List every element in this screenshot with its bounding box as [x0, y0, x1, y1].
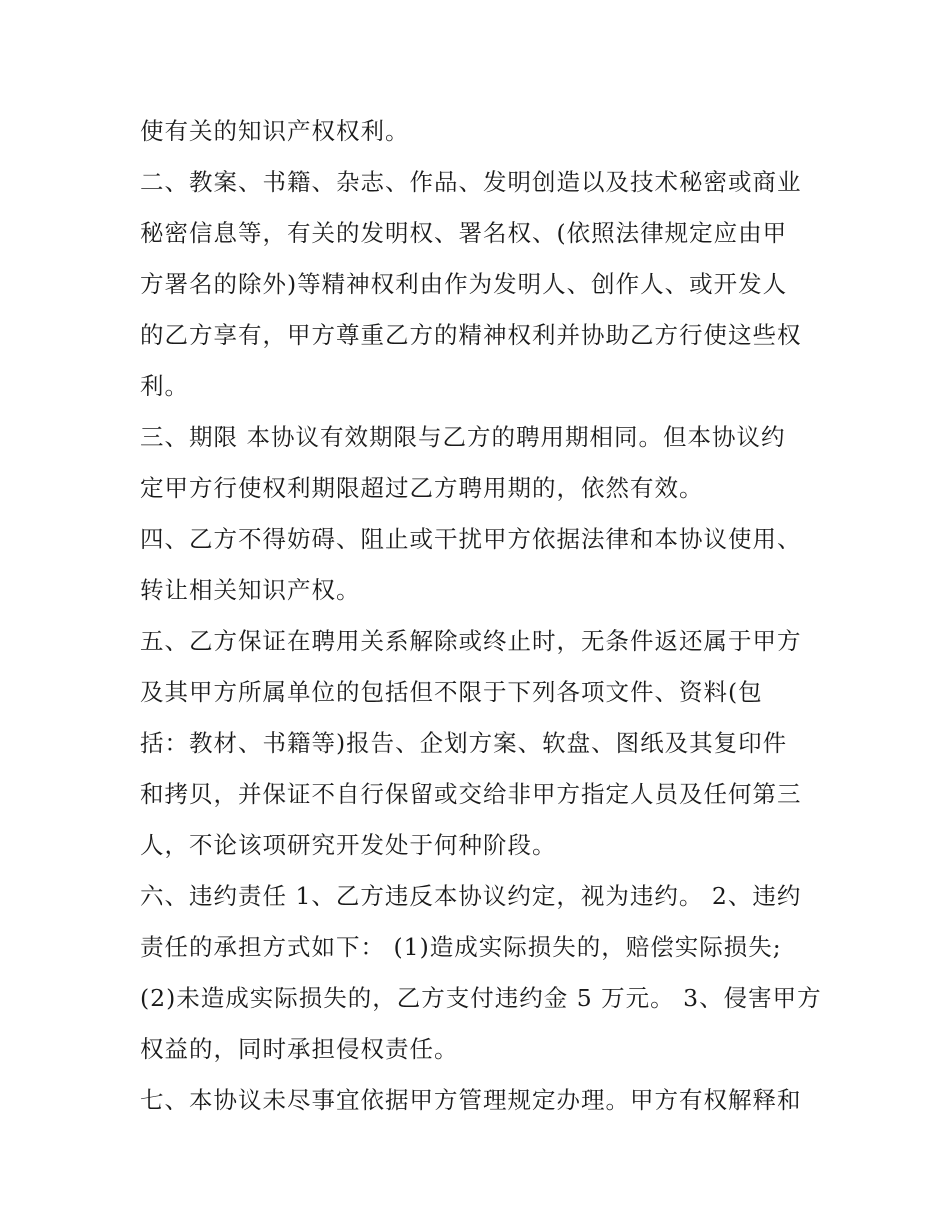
text-line: 三、期限 本协议有效期限与乙方的聘用期相同。但本协议约 [140, 423, 786, 451]
text-line: 使有关的知识产权权利。 [140, 117, 410, 145]
text-line: 利。 [140, 372, 189, 400]
text-line: 四、乙方不得妨碍、阻止或干扰甲方依据法律和本协议使用、 [140, 525, 802, 553]
text-line: 转让相关知识产权。 [140, 576, 361, 604]
text-line: 七、本协议未尽事宜依据甲方管理规定办理。甲方有权解释和 [140, 1086, 802, 1114]
text-line: 的乙方享有，甲方尊重乙方的精神权利并协助乙方行使这些权 [140, 321, 802, 349]
text-line: 及其甲方所属单位的包括但不限于下列各项文件、资料(包 [140, 678, 763, 706]
text-line: (2)未造成实际损失的，乙方支付违约金 5 万元。 3、侵害甲方 [140, 984, 822, 1012]
text-line: 方署名的除外)等精神权利由作为发明人、创作人、或开发人 [140, 270, 788, 298]
text-line: 定甲方行使权利期限超过乙方聘用期的，依然有效。 [140, 474, 704, 502]
text-line: 秘密信息等，有关的发明权、署名权、(依照法律规定应由甲 [140, 219, 788, 247]
text-line: 括：教材、书籍等)报告、企划方案、软盘、图纸及其复印件 [140, 729, 788, 757]
text-line: 和拷贝，并保证不自行保留或交给非甲方指定人员及任何第三 [140, 780, 802, 808]
text-line: 权益的，同时承担侵权责任。 [140, 1035, 459, 1063]
text-line: 责任的承担方式如下： (1)造成实际损失的，赔偿实际损失; [140, 933, 782, 961]
text-line: 五、乙方保证在聘用关系解除或终止时，无条件返还属于甲方 [140, 627, 802, 655]
text-line: 二、教案、书籍、杂志、作品、发明创造以及技术秘密或商业 [140, 168, 802, 196]
document-body [140, 106, 820, 1126]
text-line: 人，不论该项研究开发处于何种阶段。 [140, 831, 557, 859]
text-line: 六、违约责任 1、乙方违反本协议约定，视为违约。 2、违约 [140, 882, 802, 910]
